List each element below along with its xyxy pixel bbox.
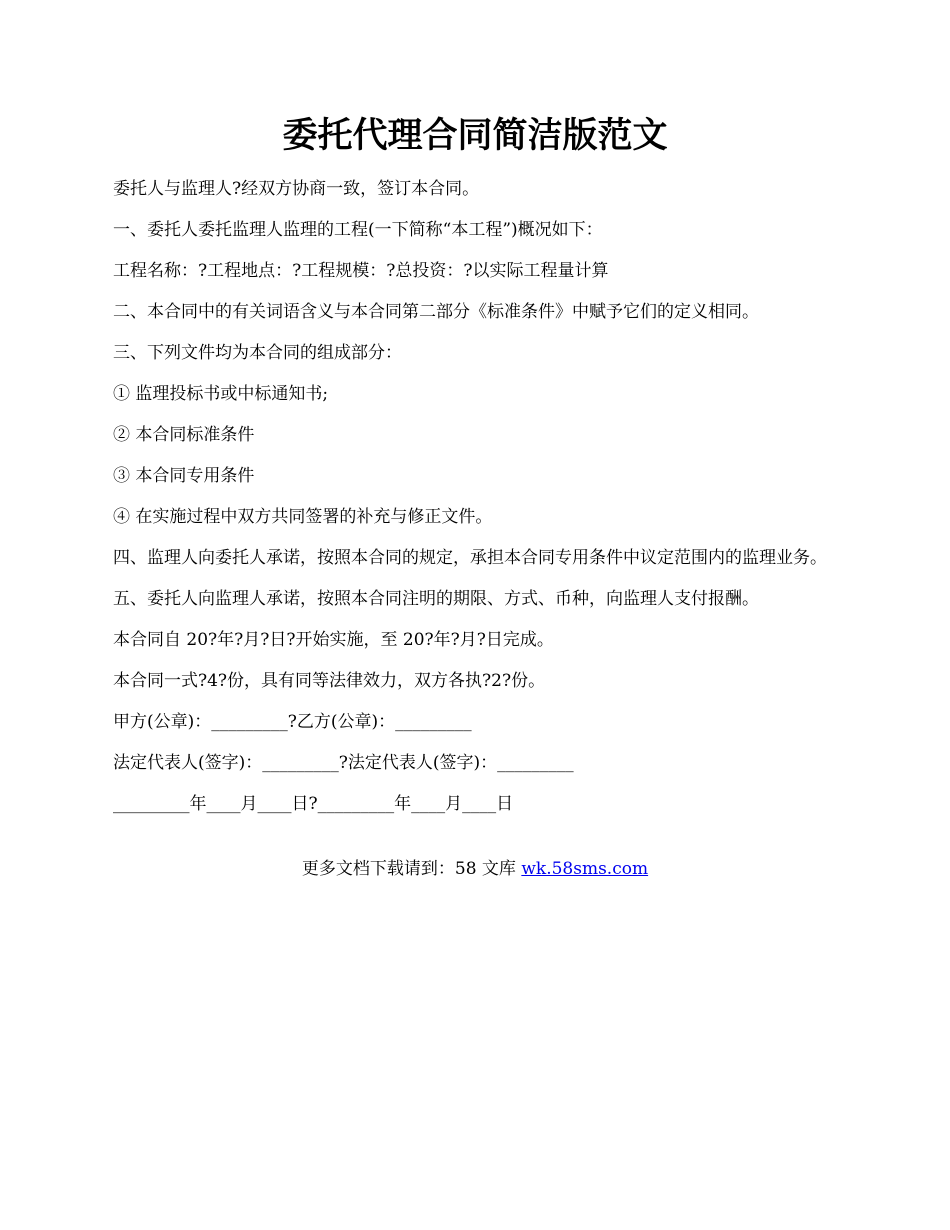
document-title: 委托代理合同简洁版范文 [282, 115, 668, 156]
paragraph-copies: 本合同一式?4?份，具有同等法律效力，双方各执?2?份。 [113, 671, 546, 691]
list-item-3: ③ 本合同专用条件 [113, 466, 255, 486]
paragraph-project-info: 工程名称：?工程地点：?工程规模：?总投资：?以实际工程量计算 [113, 261, 609, 281]
document-footer [0, 858, 950, 880]
footer-text: 更多文档下载请到：58 文库 [301, 859, 522, 879]
list-item-2: ② 本合同标准条件 [113, 425, 255, 445]
signature-representative-line: 法定代表人(签字)：_________?法定代表人(签字)：_________ [113, 753, 574, 773]
signature-seal-line: 甲方(公章)：_________?乙方(公章)：_________ [113, 712, 472, 732]
paragraph-term: 本合同自 20?年?月?日?开始实施，至 20?年?月?日完成。 [113, 630, 554, 650]
list-item-1: ① 监理投标书或中标通知书; [113, 384, 329, 404]
document-body [113, 178, 841, 834]
signature-date-line: _________年____月____日?_________年____月____日 [113, 794, 514, 814]
paragraph-clause-4: 四、监理人向委托人承诺，按照本合同的规定，承担本合同专用条件中议定范围内的监理业务。 [113, 548, 827, 568]
paragraph-clause-3: 三、下列文件均为本合同的组成部分： [113, 343, 402, 363]
paragraph-clause-5: 五、委托人向监理人承诺，按照本合同注明的期限、方式、币种，向监理人支付报酬。 [113, 589, 759, 609]
paragraph-intro: 委托人与监理人?经双方协商一致，签订本合同。 [113, 179, 480, 199]
footer-link[interactable]: wk.58sms.com [521, 859, 649, 879]
paragraph-clause-2: 二、本合同中的有关词语含义与本合同第二部分《标准条件》中赋予它们的定义相同。 [113, 302, 759, 322]
list-item-4: ④ 在实施过程中双方共同签署的补充与修正文件。 [113, 507, 493, 527]
paragraph-clause-1: 一、委托人委托监理人监理的工程(一下简称“本工程”)概况如下： [113, 220, 603, 240]
